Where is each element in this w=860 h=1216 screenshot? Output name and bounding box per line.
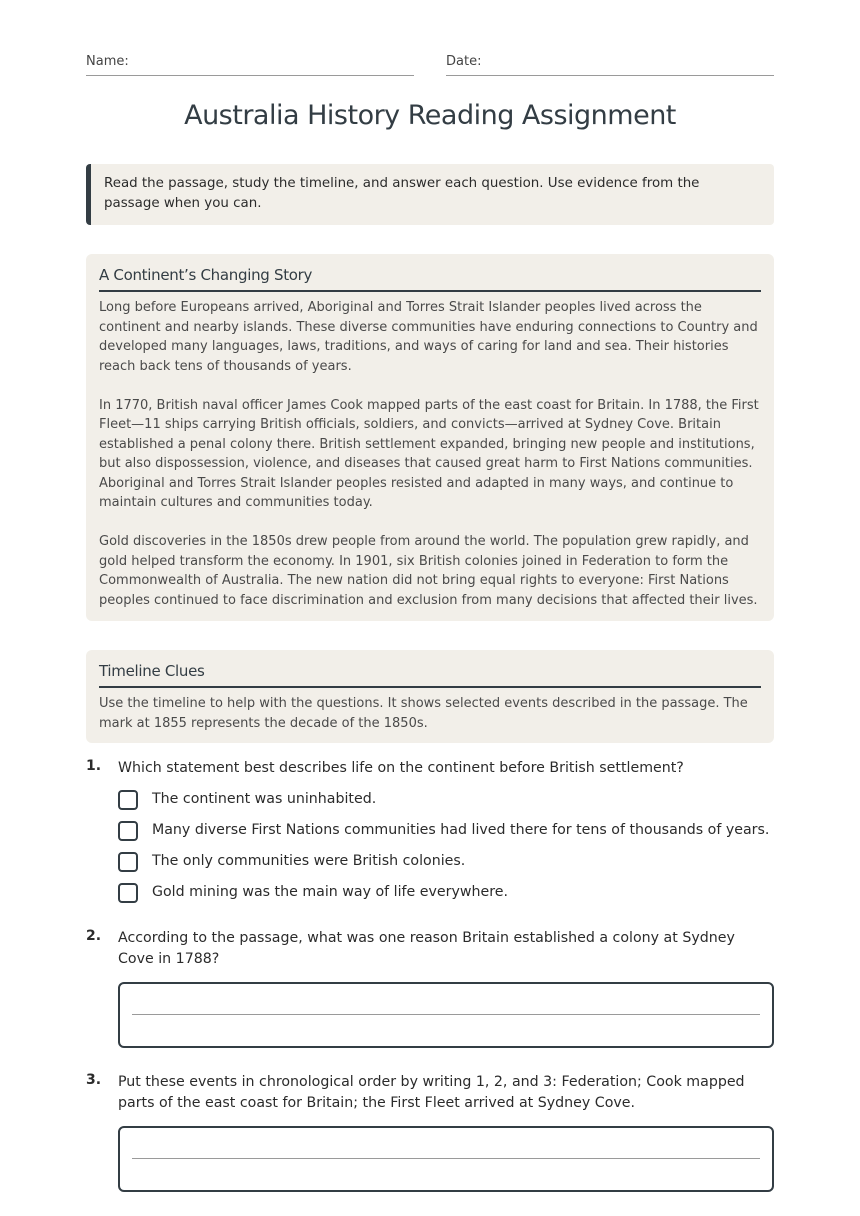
date-field[interactable] [446,54,774,76]
option-d[interactable] [118,883,774,914]
passage-title: A Continent’s Changing Story [99,266,761,292]
question-text: Which statement best describes life on the continent before British settlement? [118,760,684,776]
option-label: Many diverse First Nations communities had lived there for tens of thousands of years. [152,822,770,838]
option-b[interactable] [118,821,774,852]
timeline-title: Timeline Clues [99,662,761,688]
option-label: The only communities were British colonies. [152,853,466,869]
name-field[interactable] [86,54,414,76]
name-label: Name: [86,54,129,69]
answer-options [118,790,774,914]
page-title: Australia History Reading Assignment [184,100,676,131]
timeline-card [86,650,774,743]
writing-line [132,1158,760,1159]
question-text: According to the passage, what was one reason Britain established a colony at Sydney Cove in 1788? [118,930,735,967]
passage-paragraph: Gold discoveries in the 1850s drew people from around the world. The population grew rapidly, and gold helped transform the economy. In 1901, six British colonies joined in Federation to form the Commonwealth of Australia. The new nation did not bring equal rights to everyone: First Nations peoples continued to face discrimination and exclusion from many decisions that affected their lives. [99,534,758,608]
answer-box[interactable] [118,1126,774,1192]
passage-paragraph: Long before Europeans arrived, Aboriginal and Torres Strait Islander peoples lived across the continent and nearby islands. These diverse communities have enduring connections to Country and developed many languages, laws, traditions, and ways of caring for land and sea. Their histories reach back tens of thousands of years. [99,300,758,374]
option-label: Gold mining was the main way of life everywhere. [152,884,508,900]
writing-line [132,1014,760,1015]
checkbox[interactable] [118,821,138,841]
timeline-text: Use the timeline to help with the questions. It shows selected events described in the passage. The mark at 1855 represents the decade of the 1850s. [99,696,748,731]
option-c[interactable] [118,852,774,883]
question-number: 3. [86,1072,102,1088]
question-number: 1. [86,758,102,774]
option-a[interactable] [118,790,774,821]
question-text: Put these events in chronological order by writing 1, 2, and 3: Federation; Cook mapped parts of the east coast for Britain; the First Fleet arrived at Sydney Cove. [118,1074,745,1111]
checkbox[interactable] [118,790,138,810]
question-number: 2. [86,928,102,944]
header-fields [86,54,774,76]
checkbox[interactable] [118,852,138,872]
instructions-box: Read the passage, study the timeline, and answer each question. Use evidence from the passage when you can. [86,164,774,225]
passage-card [86,254,774,621]
passage-paragraph: In 1770, British naval officer James Cook mapped parts of the east coast for Britain. In 1788, the First Fleet—11 ships carrying British officials, soldiers, and convicts—arrived at Sydney Cove. Britain established a penal colony there. British settlement expanded, bringing new people and institutions, but also dispossession, violence, and diseases that caused great harm to First Nations communities. Aboriginal and Torres Strait Islander peoples resisted and adapted in many ways, and continue to maintain cultures and communities today. [99,397,759,510]
date-label: Date: [446,54,482,69]
checkbox[interactable] [118,883,138,903]
answer-box[interactable] [118,982,774,1048]
option-label: The continent was uninhabited. [152,791,377,807]
